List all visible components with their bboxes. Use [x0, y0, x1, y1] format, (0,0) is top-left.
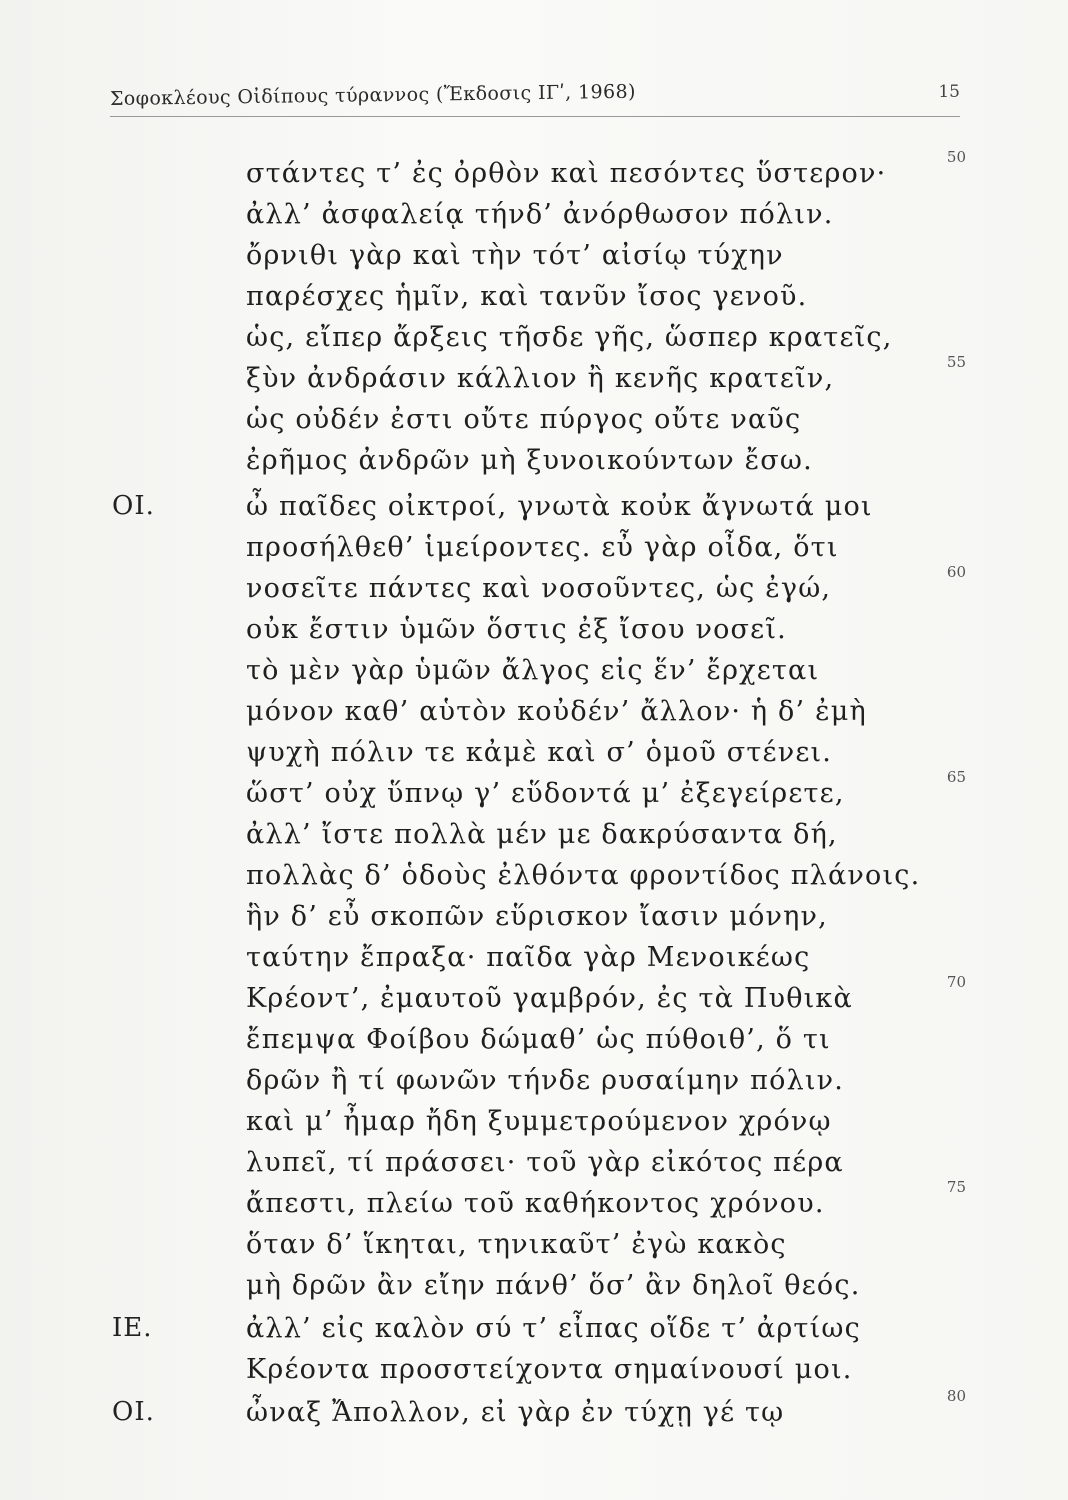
verse-line [110, 973, 970, 1021]
page-number: 15 [938, 82, 960, 102]
verse-text: ψυχὴ πόλιν τε κἀμὲ καὶ σ’ ὁμοῦ στένει. [246, 737, 833, 768]
verse-text: ὦ παῖδες οἰκτροί, γνωτὰ κοὐκ ἄγνωτά μοι [246, 491, 873, 522]
verse-line [110, 614, 970, 652]
verse-text: ἀλλ’ ἴστε πολλὰ μέν με δακρύσαντα δή, [246, 819, 838, 850]
line-number: 80 [946, 1387, 966, 1405]
verse-text: Κρέοντα προσστείχοντα σημαίνουσί μοι. [246, 1354, 853, 1385]
verse-line [110, 322, 970, 360]
verse-line [110, 281, 970, 319]
verse-text: Κρέοντ’, ἐμαυτοῦ γαμβρόν, ἐς τὰ Πυθικὰ [246, 983, 853, 1014]
verse-line [110, 1178, 970, 1226]
verse-text: παρέσχες ἡμῖν, καὶ τανῦν ἴσος γενοῦ. [246, 281, 808, 312]
verse-text: οὐκ ἔστιν ὑμῶν ὅστις ἐξ ἴσου νοσεῖ. [246, 614, 787, 645]
verse-line [110, 1106, 970, 1144]
verse-line [110, 1024, 970, 1062]
verse-text: ἔπεμψα Φοίβου δώμαθ’ ὡς πύθοιθ’, ὅ τι [246, 1024, 831, 1055]
verse-text: προσήλθεθ’ ἱμείροντες. εὖ γὰρ οἶδα, ὅτι [246, 532, 839, 563]
verse-line [110, 1313, 970, 1351]
verse-text: καὶ μ’ ἦμαρ ἤδη ξυμμετρούμενον χρόνῳ [246, 1106, 832, 1137]
verse-text: ταύτην ἔπραξα· παῖδα γὰρ Μενοικέως [246, 942, 811, 973]
verse-text: ἐρῆμος ἀνδρῶν μὴ ξυνοικούντων ἔσω. [246, 445, 813, 476]
line-number: 75 [946, 1178, 966, 1196]
verse-text: ἀλλ’ εἰς καλὸν σύ τ’ εἶπας οἵδε τ’ ἀρτίως [246, 1313, 861, 1344]
line-number: 65 [946, 768, 966, 786]
verse-text: λυπεῖ, τί πράσσει· τοῦ γὰρ εἰκότος πέρα [246, 1147, 844, 1178]
verse-text: μὴ δρῶν ἂν εἴην πάνθ’ ὅσ’ ἂν δηλοῖ θεός. [246, 1270, 861, 1301]
verse-text: ξὺν ἀνδράσιν κάλλιον ἢ κενῆς κρατεῖν, [246, 363, 835, 394]
verse-line [110, 696, 970, 734]
verse-text: ὦναξ Ἄπολλον, εἰ γὰρ ἐν τύχῃ γέ τῳ [246, 1397, 785, 1428]
verse-line [110, 532, 970, 570]
running-header [110, 78, 960, 118]
verse-line [110, 737, 970, 775]
verse-line [110, 1147, 970, 1185]
verse-line [110, 240, 970, 278]
verse-text: στάντες τ’ ἐς ὀρθὸν καὶ πεσόντες ὕστερον· [246, 158, 887, 189]
verse-line [110, 1065, 970, 1103]
verse-line [110, 1387, 970, 1435]
verse-line [110, 655, 970, 693]
verse-text: τὸ μὲν γὰρ ὑμῶν ἄλγος εἰς ἕν’ ἔρχεται [246, 655, 820, 686]
verse-line [110, 563, 970, 611]
speaker-label: ΟΙ. [112, 1397, 155, 1427]
verse-line [110, 768, 970, 816]
line-number: 50 [946, 148, 966, 166]
verse-text: νοσεῖτε πάντες καὶ νοσοῦντες, ὡς ἐγώ, [246, 573, 832, 604]
line-number: 70 [946, 973, 966, 991]
verse-line [110, 942, 970, 980]
header-rule [110, 116, 960, 117]
verse-line [110, 404, 970, 442]
verse-line [110, 491, 970, 529]
verse-text: δρῶν ἢ τί φωνῶν τήνδε ρυσαίμην πόλιν. [246, 1065, 845, 1096]
verse-text: ὅταν δ’ ἵκηται, τηνικαῦτ’ ἐγὼ κακὸς [246, 1229, 787, 1260]
verse-text: ὡς, εἴπερ ἄρξεις τῆσδε γῆς, ὥσπερ κρατεῖς, [246, 322, 893, 353]
speaker-label: ΟΙ. [112, 491, 155, 521]
verse-text: πολλὰς δ’ ὁδοὺς ἐλθόντα φροντίδος πλάνοις. [246, 860, 921, 891]
line-number: 55 [946, 353, 966, 371]
verse-text: ἀλλ’ ἀσφαλείᾳ τήνδ’ ἀνόρθωσον πόλιν. [246, 199, 834, 230]
line-number: 60 [946, 563, 966, 581]
verse-line [110, 1354, 970, 1392]
verse-line [110, 901, 970, 939]
verse-text: ὥστ’ οὐχ ὕπνῳ γ’ εὕδοντά μ’ ἐξεγείρετε, [246, 778, 845, 809]
verse-line [110, 148, 970, 196]
header-title: Σοφοκλέους Οἰδίπους τύραννος (Ἔκδοσις ΙΓʹ, 1968) [109, 80, 636, 110]
verse-line [110, 445, 970, 483]
verse-text: ἄπεστι, πλείω τοῦ καθήκοντος χρόνου. [246, 1188, 825, 1219]
verse-text: ὄρνιθι γὰρ καὶ τὴν τότ’ αἰσίῳ τύχην [246, 240, 784, 271]
verse-line [110, 353, 970, 401]
verse-text: ἣν δ’ εὖ σκοπῶν εὕρισκον ἴασιν μόνην, [246, 901, 828, 932]
verse-line [110, 199, 970, 237]
verse-line [110, 1270, 970, 1308]
speaker-label: ΙΕ. [112, 1313, 153, 1343]
verse-line [110, 860, 970, 898]
verse-text: ὡς οὐδέν ἐστι οὔτε πύργος οὔτε ναῦς [246, 404, 802, 435]
verse-line [110, 1229, 970, 1267]
verse-line [110, 819, 970, 857]
verse-text: μόνον καθ’ αὑτὸν κοὐδέν’ ἄλλον· ἡ δ’ ἐμὴ [246, 696, 867, 727]
